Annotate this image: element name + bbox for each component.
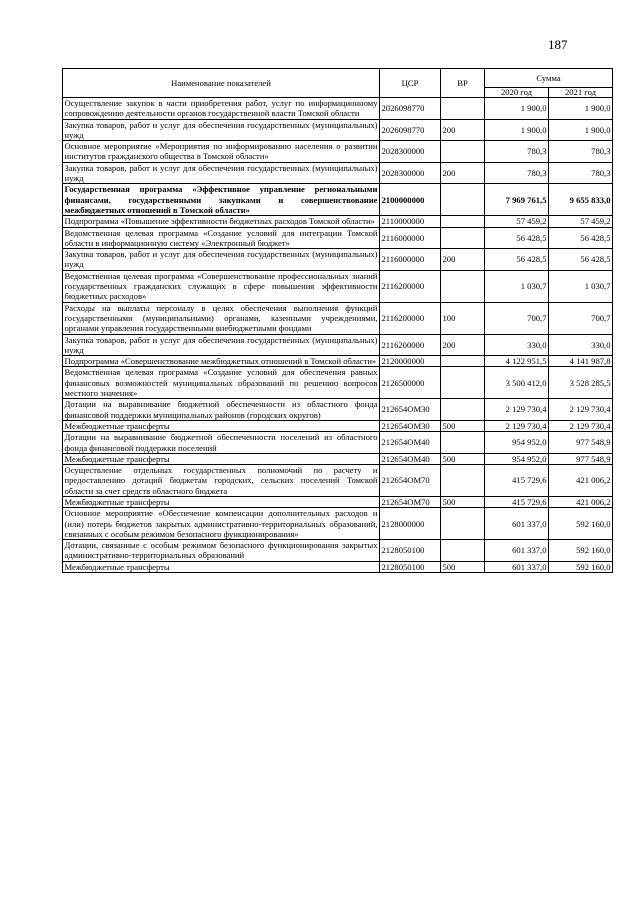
row-sum-2021: 56 428,5 xyxy=(549,227,613,249)
row-sum-2021: 57 459,2 xyxy=(549,216,613,227)
row-vr: 100 xyxy=(441,302,485,334)
row-name: Межбюджетные трансферты xyxy=(63,496,380,507)
row-vr xyxy=(441,399,485,421)
table-row xyxy=(63,98,613,120)
row-sum-2021: 421 006,2 xyxy=(549,465,613,497)
row-name: Дотации, связанные с особым режимом безопасного функционирования закрытых административно-территориальных образований xyxy=(64,540,378,561)
row-csr: 2128000000 xyxy=(380,508,441,540)
row-sum-2020: 4 122 951,5 xyxy=(485,356,549,367)
row-sum-2020: 7 969 761,5 xyxy=(485,184,549,216)
table-row xyxy=(63,141,613,163)
row-csr: 2116200000 xyxy=(380,334,441,356)
row-sum-2021: 977 548,9 xyxy=(549,453,613,464)
row-vr: 500 xyxy=(441,561,485,572)
row-csr: 212654ОМ70 xyxy=(380,496,441,507)
row-vr xyxy=(441,540,485,562)
table-row xyxy=(63,302,613,334)
row-name: Дотации на выравнивание бюджетной обеспеченности из областного фонда финансовой поддержки муниципальных районов (городских округов) xyxy=(64,399,378,420)
row-name: Подпрограмма «Повышение эффективности бюджетных расходов Томской области» xyxy=(63,216,380,227)
row-csr: 2126500000 xyxy=(380,367,441,399)
row-csr: 2120000000 xyxy=(380,356,441,367)
row-sum-2021: 4 141 987,8 xyxy=(549,356,613,367)
row-csr: 212654ОМ30 xyxy=(380,399,441,421)
row-sum-2021: 592 160,0 xyxy=(549,508,613,540)
row-name: Государственная программа «Эффективное управление региональными финансами, государственными закупками и совершенствование межбюджетных отношений в Томской области» xyxy=(64,184,378,215)
row-vr xyxy=(441,184,485,216)
row-sum-2021: 780,3 xyxy=(549,162,613,184)
table-body xyxy=(63,98,613,573)
row-name: Дотации на выравнивание бюджетной обеспеченности поселений из областного фонда финансовой поддержки поселений xyxy=(64,432,378,453)
row-vr xyxy=(441,216,485,227)
row-sum-2020: 700,7 xyxy=(485,302,549,334)
table-row xyxy=(63,184,613,216)
table-row xyxy=(63,561,613,572)
row-sum-2021: 3 528 285,5 xyxy=(549,367,613,399)
row-sum-2021: 2 129 730,4 xyxy=(549,420,613,431)
table-row xyxy=(63,496,613,507)
row-vr: 200 xyxy=(441,334,485,356)
row-vr: 200 xyxy=(441,119,485,141)
row-sum-2021: 1 900,0 xyxy=(549,119,613,141)
row-name: Межбюджетные трансферты xyxy=(63,561,380,572)
header-sum: Сумма xyxy=(485,69,613,88)
row-name: Закупка товаров, работ и услуг для обеспечения государственных (муниципальных) нужд xyxy=(64,334,378,355)
row-csr: 2028300000 xyxy=(380,162,441,184)
table-row xyxy=(63,119,613,141)
row-csr: 2128050100 xyxy=(380,561,441,572)
row-sum-2021: 1 900,0 xyxy=(549,98,613,120)
row-vr: 500 xyxy=(441,496,485,507)
row-csr: 2110000000 xyxy=(380,216,441,227)
row-sum-2021: 2 129 730,4 xyxy=(549,399,613,421)
row-name: Ведомственная целевая программа «Совершенствование профессиональных знаний государственных гражданских служащих в сфере повышения эффективности бюджетных расходов» xyxy=(64,270,378,302)
row-name: Межбюджетные трансферты xyxy=(63,453,380,464)
row-sum-2020: 57 459,2 xyxy=(485,216,549,227)
table-row xyxy=(63,249,613,271)
row-vr xyxy=(441,465,485,497)
row-vr xyxy=(441,432,485,454)
row-csr: 2116200000 xyxy=(380,270,441,302)
table-row xyxy=(63,356,613,367)
row-csr: 2116000000 xyxy=(380,227,441,249)
page-number: 187 xyxy=(548,37,568,52)
table-row xyxy=(63,420,613,431)
row-name: Межбюджетные трансферты xyxy=(63,420,380,431)
budget-table xyxy=(62,68,613,573)
row-csr: 2116000000 xyxy=(380,249,441,271)
row-sum-2021: 780,3 xyxy=(549,141,613,163)
row-sum-2021: 592 160,0 xyxy=(549,540,613,562)
header-year-2021: 2021 год xyxy=(549,88,613,98)
header-year-2020: 2020 год xyxy=(485,88,549,98)
table-row xyxy=(63,432,613,454)
row-sum-2020: 56 428,5 xyxy=(485,249,549,271)
row-name: Осуществление отдельных государственных полномочий по расчету и предоставлению дотаций бюджетам городских, сельских поселений Томской области за счет средств областного бюджета xyxy=(64,465,378,496)
row-csr: 212654ОМ40 xyxy=(380,453,441,464)
row-csr: 2128050100 xyxy=(380,540,441,562)
row-name: Основное мероприятие «Мероприятия по информированию населения о развитии институтов гражданского общества в Томской области» xyxy=(64,141,378,162)
row-sum-2020: 954 952,0 xyxy=(485,453,549,464)
row-name: Закупка товаров, работ и услуг для обеспечения государственных (муниципальных) нужд xyxy=(64,119,378,140)
header-vr: ВР xyxy=(441,69,485,98)
row-csr: 2026098770 xyxy=(380,98,441,120)
row-vr xyxy=(441,98,485,120)
row-sum-2021: 592 160,0 xyxy=(549,561,613,572)
table-row xyxy=(63,270,613,302)
header-name: Наименование показателей xyxy=(63,69,380,98)
row-vr: 200 xyxy=(441,162,485,184)
row-sum-2020: 780,3 xyxy=(485,162,549,184)
row-sum-2021: 421 006,2 xyxy=(549,496,613,507)
row-vr xyxy=(441,227,485,249)
row-name: Расходы на выплаты персоналу в целях обеспечения выполнения функций государственными (муниципальными) органами, казенными учреждениями, органами управления государственными внебюджетными фондами xyxy=(64,302,378,334)
row-sum-2020: 415 729,6 xyxy=(485,465,549,497)
table-row xyxy=(63,334,613,356)
table-row xyxy=(63,540,613,562)
row-vr: 500 xyxy=(441,453,485,464)
row-vr: 200 xyxy=(441,249,485,271)
row-csr: 2116200000 xyxy=(380,302,441,334)
row-name: Осуществление закупок в части приобретения работ, услуг по информационному сопровождению деятельности органов государственной власти Томской области xyxy=(64,98,378,119)
row-sum-2020: 601 337,0 xyxy=(485,540,549,562)
row-sum-2021: 9 655 833,0 xyxy=(549,184,613,216)
row-vr xyxy=(441,270,485,302)
row-vr xyxy=(441,508,485,540)
row-sum-2020: 954 952,0 xyxy=(485,432,549,454)
row-sum-2020: 1 030,7 xyxy=(485,270,549,302)
row-name: Закупка товаров, работ и услуг для обеспечения государственных (муниципальных) нужд xyxy=(64,162,378,184)
row-sum-2021: 977 548,9 xyxy=(549,432,613,454)
table-row xyxy=(63,162,613,184)
row-csr: 2100000000 xyxy=(380,184,441,216)
row-name: Основное мероприятие «Обеспечение компенсации дополнительных расходов и (или) потерь бюджетов закрытых административно-территориальных образований, связанных с особым режимом безопасного функционирования» xyxy=(64,508,378,539)
row-csr: 2026098770 xyxy=(380,119,441,141)
table-row xyxy=(63,508,613,540)
row-sum-2020: 330,0 xyxy=(485,334,549,356)
row-sum-2021: 330,0 xyxy=(549,334,613,356)
row-vr xyxy=(441,141,485,163)
table-row xyxy=(63,465,613,497)
row-csr: 212654ОМ70 xyxy=(380,465,441,497)
row-name: Закупка товаров, работ и услуг для обеспечения государственных (муниципальных) нужд xyxy=(64,249,378,270)
row-sum-2020: 780,3 xyxy=(485,141,549,163)
table-row xyxy=(63,453,613,464)
row-sum-2020: 415 729,6 xyxy=(485,496,549,507)
row-sum-2020: 601 337,0 xyxy=(485,561,549,572)
row-sum-2020: 1 900,0 xyxy=(485,119,549,141)
row-vr xyxy=(441,367,485,399)
row-sum-2021: 56 428,5 xyxy=(549,249,613,271)
row-name: Ведомственная целевая программа «Создание условий для интеграции Томской области в информационную систему «Электронный бюджет» xyxy=(64,227,378,248)
row-sum-2021: 700,7 xyxy=(549,302,613,334)
table-row xyxy=(63,367,613,399)
row-sum-2020: 3 500 412,0 xyxy=(485,367,549,399)
header-csr: ЦСР xyxy=(380,69,441,98)
row-name: Подпрограмма «Совершенствование межбюджетных отношений в Томской области» xyxy=(63,356,380,367)
row-sum-2020: 56 428,5 xyxy=(485,227,549,249)
row-vr xyxy=(441,356,485,367)
table-row xyxy=(63,399,613,421)
row-sum-2020: 601 337,0 xyxy=(485,508,549,540)
row-sum-2021: 1 030,7 xyxy=(549,270,613,302)
row-csr: 212654ОМ30 xyxy=(380,420,441,431)
row-csr: 2028300000 xyxy=(380,141,441,163)
table-row xyxy=(63,227,613,249)
table-row xyxy=(63,216,613,227)
row-name: Ведомственная целевая программа «Создание условий для обеспечения равных финансовых возможностей муниципальных образований по решению вопросов местного значения» xyxy=(64,367,378,399)
row-sum-2020: 1 900,0 xyxy=(485,98,549,120)
row-csr: 212654ОМ40 xyxy=(380,432,441,454)
row-sum-2020: 2 129 730,4 xyxy=(485,399,549,421)
row-vr: 500 xyxy=(441,420,485,431)
row-sum-2020: 2 129 730,4 xyxy=(485,420,549,431)
